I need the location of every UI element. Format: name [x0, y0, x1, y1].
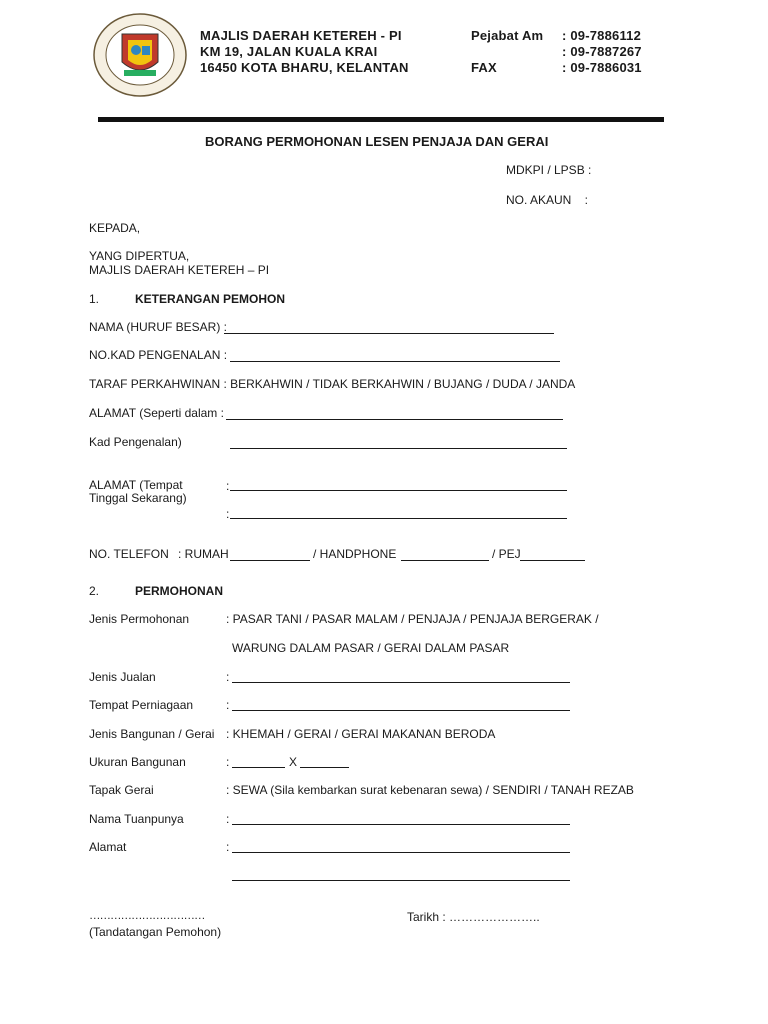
label-taraf: TARAF PERKAHWINAN : BERKAHWIN / TIDAK BERKAHWIN / BUJANG / DUDA / JANDA [89, 377, 576, 391]
org-name: MAJLIS DAERAH KETEREH - PI [200, 28, 402, 43]
contact-phone-1: : 09-7886112 [562, 28, 642, 43]
label-rumah: : RUMAH [178, 547, 229, 561]
signature-label: (Tandatangan Pemohon) [89, 925, 222, 939]
colon-tuanpunya: : [226, 812, 230, 826]
addressee-line-1: YANG DIPERTUA, [89, 249, 190, 263]
label-alamat-tinggal-1: ALAMAT (Tempat [89, 478, 183, 492]
contact-phone-2: : 09-7887267 [562, 44, 642, 59]
label-handphone: / HANDPHONE [313, 547, 397, 561]
date-field[interactable]: Tarikh : ………………….. [407, 910, 540, 924]
label-alamat-s2: Alamat [89, 840, 127, 854]
field-ukuran-panjang[interactable] [232, 767, 285, 768]
section-2-title: PERMOHONAN [135, 584, 224, 598]
colon-alamat-s2: : [226, 840, 230, 854]
label-alamat-tinggal-2: Tinggal Sekarang) [89, 491, 187, 505]
logo-center-text [110, 102, 115, 103]
section-1-number: 1. [89, 292, 100, 306]
ref-mdkpi: MDKPI / LPSB : [506, 163, 592, 177]
label-nokp: NO.KAD PENGENALAN : [89, 348, 228, 362]
form-title: BORANG PERMOHONAN LESEN PENJAJA DAN GERAI [205, 134, 549, 149]
field-alamat-kp-2[interactable] [230, 448, 567, 449]
label-jenis-jualan: Jenis Jualan [89, 670, 156, 684]
field-nokp[interactable] [230, 361, 560, 362]
value-jenis-permohonan-2: WARUNG DALAM PASAR / GERAI DALAM PASAR [232, 641, 510, 655]
label-alamat-kp-2: Kad Pengenalan) [89, 435, 182, 449]
field-rumah[interactable] [230, 560, 310, 561]
label-jenis-bangunan: Jenis Bangunan / Gerai [89, 727, 215, 741]
value-tapak: : SEWA (Sila kembarkan surat kebenaran sewa) / SENDIRI / TANAH REZAB [226, 783, 634, 797]
value-jenis-permohonan-1: : PASAR TANI / PASAR MALAM / PENJAJA / PENJAJA BERGERAK / [226, 612, 599, 626]
field-pej[interactable] [520, 560, 585, 561]
field-alamat-tinggal-2[interactable] [230, 518, 567, 519]
colon-tempat: : [226, 698, 230, 712]
label-ukuran: Ukuran Bangunan [89, 755, 186, 769]
label-pej: / PEJ [492, 547, 521, 561]
signature-dots[interactable]: …………………………… [89, 910, 205, 922]
colon-ukuran: : [226, 755, 230, 769]
colon-jenis-jualan: : [226, 670, 230, 684]
ukuran-x: X [289, 755, 298, 769]
contact-label-fax: FAX [471, 60, 497, 75]
section-1-title: KETERANGAN PEMOHON [135, 292, 286, 306]
label-nama: NAMA (HURUF BESAR) : [89, 320, 228, 334]
contact-label-office: Pejabat Am [471, 28, 544, 43]
colon-alamat-2: : [226, 507, 230, 521]
label-alamat-kp: ALAMAT (Seperti dalam : [89, 406, 224, 420]
org-address-1: KM 19, JALAN KUALA KRAI [200, 44, 378, 59]
addressee-line-2: MAJLIS DAERAH KETEREH – PI [89, 263, 270, 277]
org-address-2: 16450 KOTA BHARU, KELANTAN [200, 60, 409, 75]
label-telefon: NO. TELEFON [89, 547, 169, 561]
field-alamat-tinggal-1[interactable] [230, 490, 567, 491]
field-alamat-kp-1[interactable] [226, 419, 563, 420]
field-nama[interactable] [224, 333, 554, 334]
addressee-kepada: KEPADA, [89, 221, 141, 235]
field-jenis-jualan[interactable] [232, 682, 570, 683]
field-tempat[interactable] [232, 710, 570, 711]
section-2-number: 2. [89, 584, 100, 598]
label-tapak: Tapak Gerai [89, 783, 154, 797]
field-alamat-s2-2[interactable] [232, 880, 570, 881]
label-tempat: Tempat Perniagaan [89, 698, 194, 712]
contact-fax: : 09-7886031 [562, 60, 642, 75]
value-jenis-bangunan: : KHEMAH / GERAI / GERAI MAKANAN BERODA [226, 727, 496, 741]
council-logo [92, 12, 188, 98]
label-jenis-permohonan: Jenis Permohonan [89, 612, 190, 626]
ref-account: NO. AKAUN : [506, 193, 589, 207]
field-handphone[interactable] [401, 560, 489, 561]
field-alamat-s2-1[interactable] [232, 852, 570, 853]
header-rule [98, 117, 664, 122]
field-ukuran-lebar[interactable] [300, 767, 349, 768]
colon-alamat-1: : [226, 479, 230, 493]
field-tuanpunya[interactable] [232, 824, 570, 825]
label-tuanpunya: Nama Tuanpunya [89, 812, 184, 826]
